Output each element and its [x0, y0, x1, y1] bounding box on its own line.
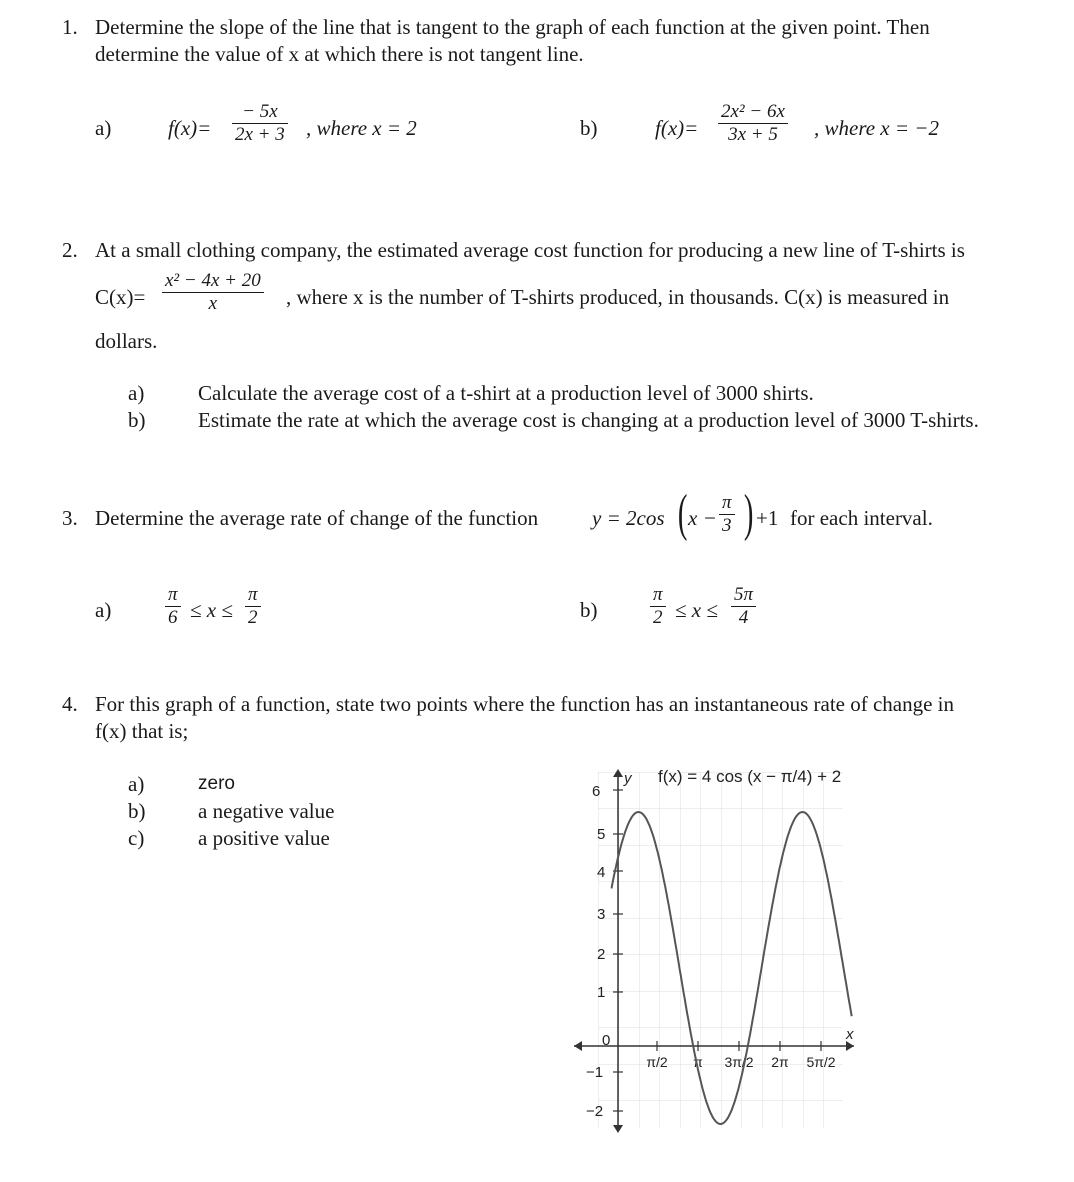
q3-pi-num: π	[719, 492, 735, 515]
q2-fraction	[162, 270, 264, 315]
q3b-right-fraction	[731, 584, 756, 629]
q1a-denominator: 2x + 3	[235, 124, 285, 145]
q3a-mid: ≤ x ≤	[190, 598, 233, 622]
q4a-text: zero	[198, 773, 235, 794]
q3b-right-num: 5π	[731, 584, 756, 607]
q1a-tail: , where x = 2	[306, 116, 417, 140]
graph-title: f(x) = 4 cos (x − π/4) + 2	[658, 767, 842, 786]
y-tick-4: 4	[597, 864, 606, 881]
q1b-denominator: 3x + 5	[728, 124, 778, 145]
q4-text-line2: f(x) that is;	[95, 719, 189, 743]
q2-number: 2.	[62, 238, 78, 262]
q1-text-line1: Determine the slope of the line that is tangent to the graph of each function at the given point. Then	[95, 15, 930, 39]
x-axis-left-arrow	[574, 1041, 582, 1051]
q1a-lhs: f(x)=	[168, 116, 212, 140]
q3-tail: for each interval.	[790, 506, 933, 530]
q3a-label: a)	[95, 598, 112, 622]
x-tick-3pi-over-2: 3π/2	[724, 1054, 754, 1070]
q3-left-paren: (	[677, 485, 688, 542]
q1b-label: b)	[580, 116, 598, 140]
cosine-graph	[560, 755, 860, 1140]
q1a-numerator: − 5x	[232, 101, 288, 124]
q2-lhs: C(x)=	[95, 285, 146, 309]
q3a-right-num: π	[245, 584, 261, 607]
q4-number: 4.	[62, 692, 78, 716]
q3a-right-den: 2	[248, 607, 258, 628]
y-tick-6: 6	[592, 783, 601, 800]
q3-number: 3.	[62, 506, 78, 530]
q4b-label: b)	[128, 799, 146, 823]
q3a-right-fraction	[245, 584, 261, 629]
graph-grid	[598, 772, 843, 1128]
q2-tail: , where x is the number of T-shirts produced, in thousands. C(x) is measured in	[286, 285, 950, 309]
q1b-lhs: f(x)=	[655, 116, 699, 140]
q4-text-line1: For this graph of a function, state two points where the function has an instantaneous rate of change in	[95, 692, 955, 716]
x-tick-5pi-over-2: 5π/2	[806, 1054, 836, 1070]
q3-pi-fraction	[719, 492, 735, 537]
q3b-left-den: 2	[653, 607, 663, 628]
q2-text-line3: dollars.	[95, 329, 158, 353]
q3b-left-fraction	[650, 584, 666, 629]
y-axis-label: y	[624, 770, 632, 787]
q3-text: Determine the average rate of change of the function	[95, 506, 539, 530]
y-tick-0: 0	[602, 1032, 611, 1049]
x-tick-2pi: 2π	[771, 1054, 789, 1070]
q3b-mid: ≤ x ≤	[675, 598, 718, 622]
q1-number: 1.	[62, 15, 78, 39]
q2a-label: a)	[128, 381, 145, 405]
y-tick-3: 3	[597, 906, 606, 923]
q4c-text: a positive value	[198, 826, 330, 850]
y-tick-neg1: −1	[586, 1064, 604, 1081]
q3a-left-num: π	[165, 584, 181, 607]
q2-denominator: x	[208, 293, 218, 314]
q2-text-line1: At a small clothing company, the estimated average cost function for producing a new line of T-shirts is	[95, 238, 965, 262]
q4b-text: a negative value	[198, 799, 335, 823]
y-tick-neg2: −2	[586, 1103, 604, 1120]
q1b-tail: , where x = −2	[814, 116, 939, 140]
y-tick-1: 1	[597, 984, 606, 1001]
q2b-text: Estimate the rate at which the average cost is changing at a production level of 3000 T-shirts.	[198, 408, 979, 432]
q3b-label: b)	[580, 598, 598, 622]
q1a-fraction	[232, 101, 288, 146]
q1-text-line2: determine the value of x at which there is not tangent line.	[95, 42, 584, 66]
q3a-left-fraction	[165, 584, 181, 629]
q3-fn-x: x −	[688, 506, 717, 530]
q1b-fraction	[718, 101, 788, 146]
q3-fn-post: +1	[756, 506, 779, 530]
q4a-label: a)	[128, 772, 145, 796]
q3a-left-den: 6	[168, 607, 178, 628]
q2b-label: b)	[128, 408, 146, 432]
y-tick-2: 2	[597, 946, 606, 963]
q4c-label: c)	[128, 826, 145, 850]
y-axis-down-arrow	[613, 1125, 623, 1133]
x-tick-pi: π	[693, 1054, 703, 1070]
q2-numerator: x² − 4x + 20	[162, 270, 264, 293]
q3b-left-num: π	[650, 584, 666, 607]
q3-fn-pre: y = 2cos	[592, 506, 665, 530]
q3b-right-den: 4	[738, 607, 749, 628]
y-tick-5: 5	[597, 826, 606, 843]
x-axis-label: x	[846, 1026, 854, 1043]
q3-right-paren: )	[743, 485, 754, 542]
q2a-text: Calculate the average cost of a t-shirt at a production level of 3000 shirts.	[198, 381, 814, 405]
q1b-numerator: 2x² − 6x	[718, 101, 788, 124]
q3-pi-den: 3	[722, 515, 732, 536]
x-tick-pi-over-2: π/2	[646, 1054, 668, 1070]
q1a-label: a)	[95, 116, 112, 140]
